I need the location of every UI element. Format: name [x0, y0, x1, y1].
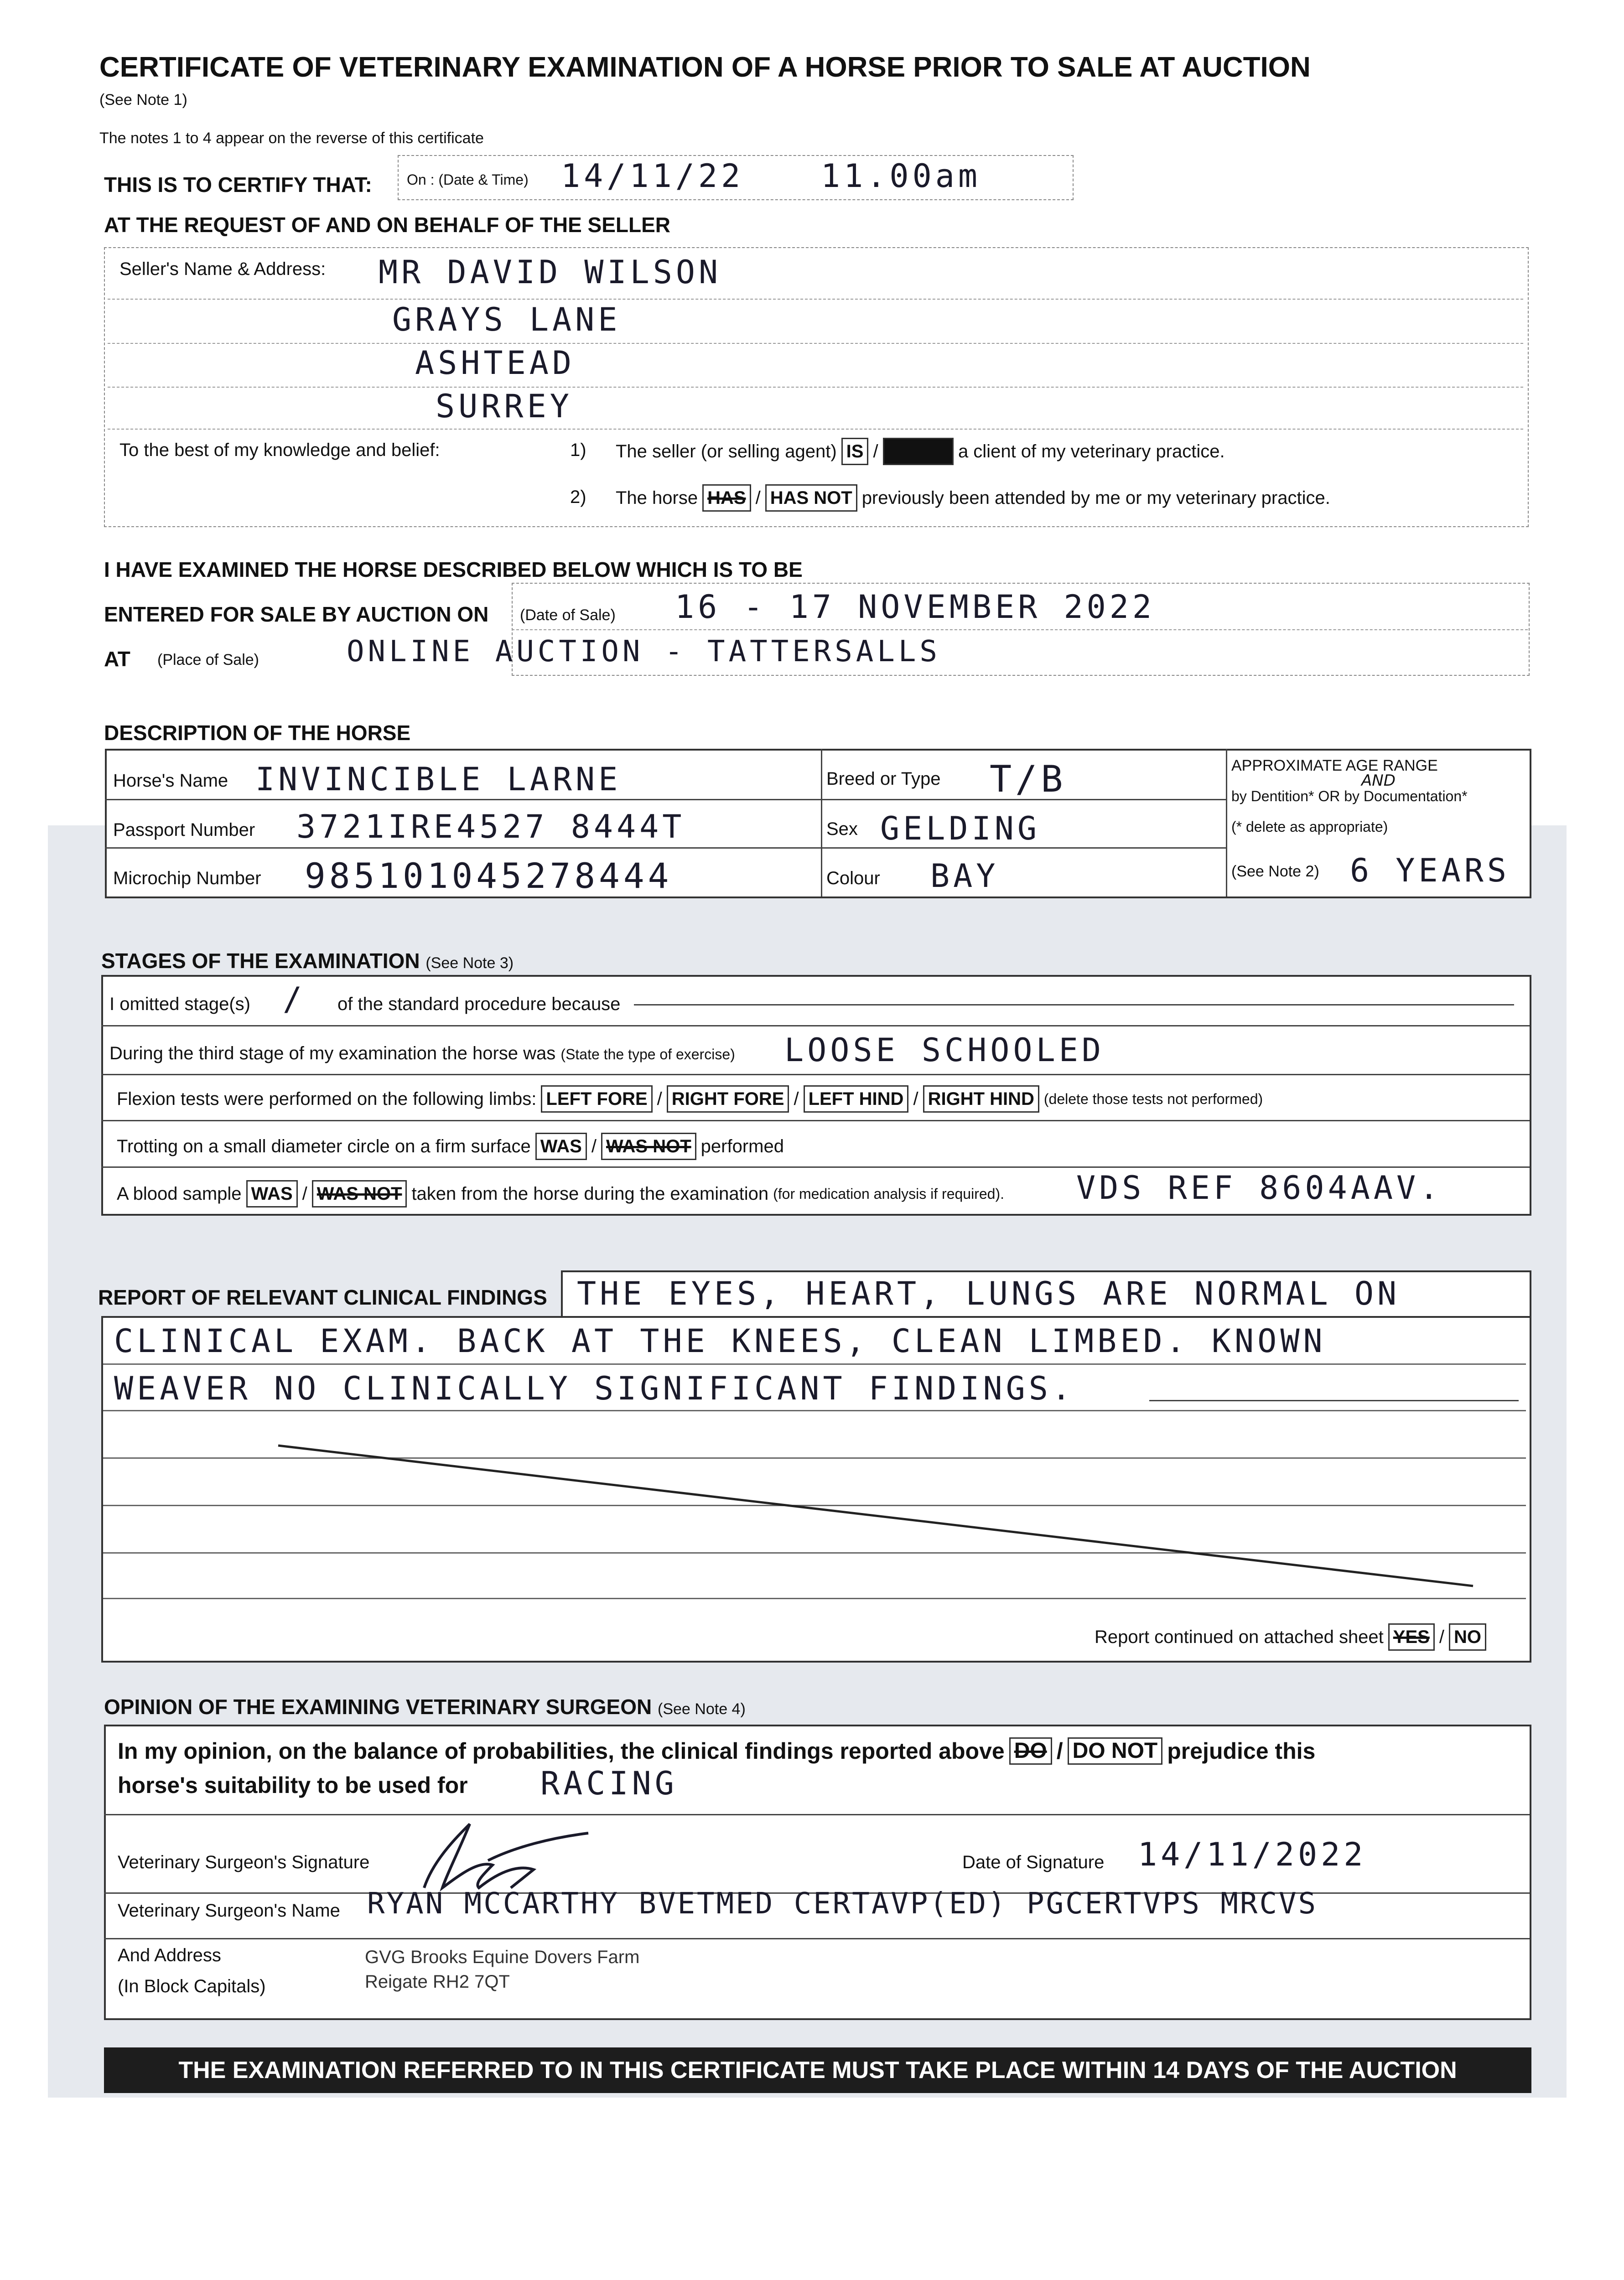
blood-label: A blood sample: [117, 1183, 242, 1204]
blood-was[interactable]: WAS: [246, 1180, 298, 1207]
item2-post: previously been attended by me or my veterinary practice.: [861, 487, 1330, 508]
on-date-value: 14/11/22: [561, 157, 744, 195]
flex-right-hind[interactable]: RIGHT HIND: [923, 1085, 1039, 1113]
flex-sep-1: /: [657, 1088, 662, 1109]
blood-ref-value[interactable]: VDS REF 8604AAV.: [1076, 1169, 1442, 1207]
seller-name-value: MR DAVID WILSON: [379, 254, 722, 291]
opinion-text-row: [118, 1737, 1315, 1765]
address-sub-label: (In Block Capitals): [118, 1976, 266, 1996]
third-stage-text: During the third stage of my examination the horse was: [109, 1043, 556, 1063]
blood-was-not[interactable]: WAS NOT: [312, 1180, 407, 1207]
date-signature-value[interactable]: 14/11/2022: [1138, 1836, 1367, 1873]
request-label: AT THE REQUEST OF AND ON BEHALF OF THE SELLER: [104, 213, 670, 237]
item2-pre: The horse: [616, 487, 698, 508]
surgeon-address-line-1[interactable]: GVG Brooks Equine Dovers Farm: [365, 1947, 640, 1967]
flex-left-fore[interactable]: LEFT FORE: [541, 1085, 652, 1113]
age-range-title: APPROXIMATE AGE RANGE: [1231, 757, 1438, 774]
opinion-text-post: prejudice this: [1167, 1738, 1316, 1764]
horse-name-value[interactable]: INVINCIBLE LARNE: [255, 761, 622, 798]
opinion-do[interactable]: DO: [1009, 1737, 1052, 1765]
colour-label: Colour: [826, 868, 880, 888]
item1-sep: /: [873, 441, 878, 461]
item1-pre: The seller (or selling agent): [616, 441, 837, 461]
seller-address-2: ASHTEAD: [415, 344, 576, 382]
trot-sep: /: [591, 1136, 597, 1156]
report-line-2[interactable]: CLINICAL EXAM. BACK AT THE KNEES, CLEAN LIMBED. KNOWN: [114, 1322, 1326, 1360]
has-option[interactable]: HAS: [702, 484, 751, 512]
item2-sep: /: [755, 487, 761, 508]
age-by-text: by Dentition* OR by Documentation*: [1231, 788, 1468, 804]
continued-sep: /: [1439, 1627, 1444, 1647]
date-signature-label: Date of Signature: [962, 1852, 1105, 1872]
is-not-option[interactable]: IS NOT: [883, 438, 954, 465]
flex-sep-3: /: [913, 1088, 918, 1109]
surgeon-address-line-2[interactable]: Reigate RH2 7QT: [365, 1972, 510, 1992]
examined-label: I HAVE EXAMINED THE HORSE DESCRIBED BELOW WHICH IS TO BE: [104, 558, 803, 581]
surgeon-name-value[interactable]: RYAN MCCARTHY BVETMED CERTAVP(ED) PGCERTVPS MRCVS: [367, 1887, 1318, 1921]
date-of-sale-value[interactable]: 16 - 17 NOVEMBER 2022: [675, 588, 1156, 626]
third-stage-value[interactable]: LOOSE SCHOOLED: [784, 1031, 1105, 1069]
trotting-label: Trotting on a small diameter circle on a firm surface: [117, 1136, 531, 1156]
blood-post: taken from the horse during the examination: [411, 1183, 769, 1204]
opinion-text-line2: horse's suitability to be used for: [118, 1772, 468, 1798]
age-see-note: (See Note 2): [1231, 863, 1319, 880]
address-label: And Address: [118, 1945, 221, 1965]
continued-yes[interactable]: YES: [1388, 1623, 1435, 1651]
seller-name-label: Seller's Name & Address:: [119, 259, 326, 279]
horse-name-label: Horse's Name: [113, 771, 228, 791]
seller-address-3: SURREY: [436, 388, 573, 425]
report-continued-row: [1095, 1623, 1486, 1651]
opinion-sep: /: [1056, 1738, 1063, 1764]
opinion-text-pre: In my opinion, on the balance of probabilities, the clinical findings reported above: [118, 1738, 1005, 1764]
place-of-sale-value[interactable]: ONLINE AUCTION - TATTERSALLS: [347, 635, 941, 668]
stages-title: STAGES OF THE EXAMINATION: [101, 949, 420, 973]
opinion-rule-3: [104, 1938, 1530, 1939]
report-line-3[interactable]: WEAVER NO CLINICALLY SIGNIFICANT FINDINGS.: [114, 1370, 1075, 1407]
trot-performed: performed: [700, 1136, 784, 1156]
item1-num: 1): [570, 440, 586, 460]
age-delete-note: (* delete as appropriate): [1231, 819, 1388, 835]
certify-label: THIS IS TO CERTIFY THAT:: [104, 173, 372, 197]
description-section: DESCRIPTION OF THE HORSE: [104, 721, 411, 745]
passport-value[interactable]: 3721IRE4527 8444T: [296, 808, 685, 845]
sex-label: Sex: [826, 819, 858, 839]
age-value[interactable]: 6 YEARS: [1350, 852, 1510, 889]
flex-left-hind[interactable]: LEFT HIND: [804, 1085, 909, 1113]
knowledge-label: To the best of my knowledge and belief:: [119, 440, 440, 460]
opinion-use-value[interactable]: RACING: [540, 1765, 678, 1802]
flexion-label: Flexion tests were performed on the following limbs:: [117, 1088, 537, 1109]
omitted-post: of the standard procedure because: [337, 994, 621, 1014]
place-of-sale-label: (Place of Sale): [157, 651, 259, 668]
opinion-rule-1: [104, 1814, 1530, 1815]
on-date-label: On : (Date & Time): [407, 171, 529, 188]
surgeon-name-label: Veterinary Surgeon's Name: [118, 1901, 340, 1921]
blood-sep: /: [302, 1183, 307, 1204]
opinion-title: OPINION OF THE EXAMINING VETERINARY SURGEON: [104, 1695, 652, 1719]
microchip-value[interactable]: 985101045278444: [305, 855, 673, 896]
opinion-section: [104, 1694, 746, 1719]
entered-label: ENTERED FOR SALE BY AUCTION ON: [104, 602, 489, 626]
opinion-see-note: (See Note 4): [658, 1700, 746, 1718]
microchip-label: Microchip Number: [113, 868, 261, 888]
flex-sep-2: /: [794, 1088, 799, 1109]
date-of-sale-label: (Date of Sale): [520, 606, 616, 624]
flexion-note: (delete those tests not performed): [1043, 1090, 1263, 1107]
footer-banner: THE EXAMINATION REFERRED TO IN THIS CERTIFICATE MUST TAKE PLACE WITHIN 14 DAYS OF THE AUCTION: [104, 2047, 1531, 2093]
certificate-title: CERTIFICATE OF VETERINARY EXAMINATION OF A HORSE PRIOR TO SALE AT AUCTION: [99, 52, 1311, 83]
omitted-label: I omitted stage(s): [109, 994, 251, 1014]
has-not-option[interactable]: HAS NOT: [765, 484, 857, 512]
notes-text: The notes 1 to 4 appear on the reverse of this certificate: [99, 130, 484, 147]
passport-label: Passport Number: [113, 820, 255, 840]
breed-value[interactable]: T/B: [990, 758, 1067, 800]
trot-was-not[interactable]: WAS NOT: [601, 1133, 696, 1160]
signature-label: Veterinary Surgeon's Signature: [118, 1852, 370, 1872]
item1-post: a client of my veterinary practice.: [958, 441, 1225, 461]
title-see-note: (See Note 1): [99, 91, 187, 109]
age-and-annotation: AND: [1361, 772, 1396, 790]
continued-no[interactable]: NO: [1449, 1623, 1486, 1651]
report-section: REPORT OF RELEVANT CLINICAL FINDINGS: [98, 1285, 547, 1309]
report-line-1[interactable]: THE EYES, HEART, LUNGS ARE NORMAL ON: [577, 1275, 1401, 1312]
breed-label: Breed or Type: [826, 769, 941, 789]
on-time-value: 11.00am: [821, 157, 981, 195]
colour-value[interactable]: BAY: [930, 857, 999, 895]
report-continued-label: Report continued on attached sheet: [1095, 1627, 1384, 1647]
seller-address-1: GRAYS LANE: [392, 301, 621, 338]
is-option[interactable]: IS: [841, 438, 869, 465]
trot-was[interactable]: WAS: [535, 1133, 587, 1160]
blood-small: (for medication analysis if required).: [773, 1185, 1004, 1202]
sex-value[interactable]: GELDING: [880, 810, 1041, 847]
opinion-do-not[interactable]: DO NOT: [1068, 1737, 1163, 1765]
omitted-mark[interactable]: /: [283, 980, 306, 1018]
at-label: AT: [104, 647, 130, 671]
item2-num: 2): [570, 487, 586, 507]
flex-right-fore[interactable]: RIGHT FORE: [667, 1085, 789, 1113]
stages-see-note: (See Note 3): [425, 954, 514, 972]
third-stage-small: (State the type of exercise): [560, 1046, 735, 1062]
